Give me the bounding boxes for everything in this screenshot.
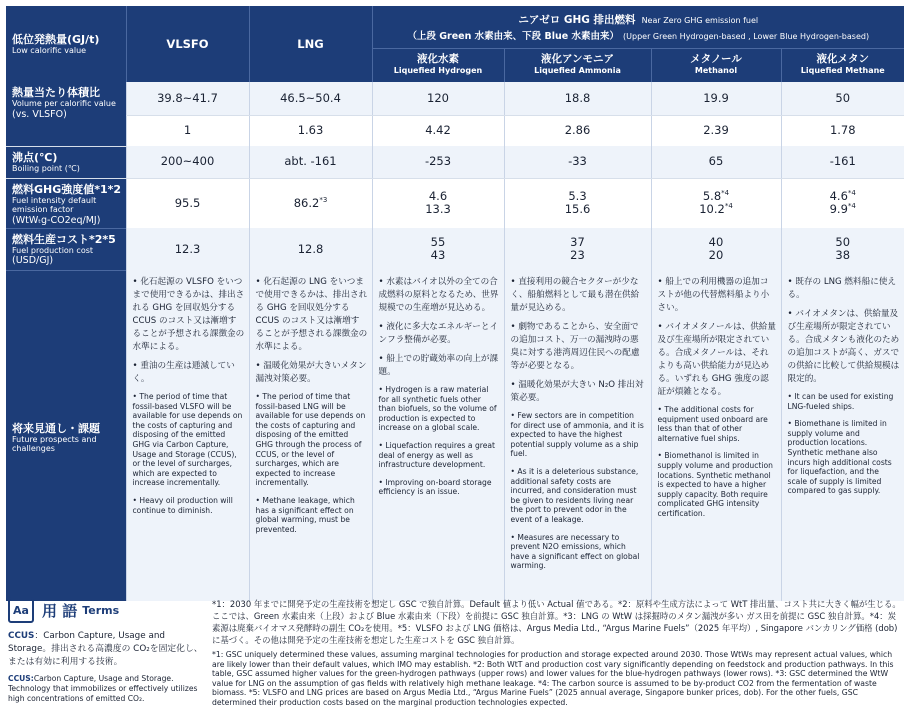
- bullet-en: • Heavy oil production will continue to diminish.: [133, 496, 245, 515]
- term-definition: ：Carbon Capture, Usage and Storage。排出される高濃度の CO₂を固定化し、または有効に利用する技術。: [8, 631, 203, 667]
- row-label-lcv-jp: 低位発熱量(GJ/t): [12, 32, 100, 46]
- bullet-jp: • 温暖化効果が大きい N₂O 排出対策必要。: [511, 379, 647, 405]
- bullet-jp: • 化石起源の VLSFO をいつまで使用できるかは、排出される GHG を回収処分する CCUS のコスト又は漸増することが予想される課徴金の水準による。: [133, 276, 245, 354]
- term-label: CCUS: [8, 631, 35, 641]
- fuel-name-jp: 液化水素: [417, 53, 459, 66]
- fuel-name-en: Liquefied Ammonia: [534, 66, 621, 76]
- row-header-ghg-intensity: [6, 178, 126, 228]
- row-label-jp: 燃料GHG強度値*1*2: [12, 182, 122, 196]
- bullet-en: • Methane leakage, which has a significant effect on global warming, must be prevented.: [256, 496, 368, 534]
- prospects-methane: [781, 270, 904, 601]
- cell-cost-hydrogen: [372, 228, 504, 270]
- row-label-unit: (WtWₜg-CO2eq/MJ): [12, 214, 101, 226]
- near-zero-title-en: Near Zero GHG emission fuel: [641, 15, 759, 25]
- row-label-en: Future prospects and challenges: [12, 434, 97, 454]
- footnotes-en: *1: GSC uniquely determined these values, assuming marginal technologies for production and storage expected around 2030. Those WtWs may represent actual values, which are likely lower than their default values, which IMO may establish. *2: Both WtT and production cost vary significantly depending on feedstock and production pathways. In this table, GSC assumed higher values for the green-hydrogen pathways (upper rows) and lower values for the blue-hydrogen pathways (lower rows). *3: GSC determined the WtW value for LNG on the assumption of gas fields with relatively high methane leakage. *4: The carbon source is assumed to be by-product CO2 from the fermentation of waste biomass. *5: VLSFO and LNG prices are based on Argus Media Ltd., “Argus Marine Fuels” (2025 annual average, Singapore bunker prices, dob). For the other fuels, GSC determined their production costs based on the marginal production technologies expected.: [212, 650, 894, 707]
- prospects-ammonia: [504, 270, 651, 601]
- cost-value-blue: 23: [570, 248, 585, 262]
- fuel-name-en: Methanol: [694, 66, 738, 76]
- cell-ghg-ammonia: [504, 178, 651, 228]
- cell-bp-hydrogen: -253: [372, 146, 504, 178]
- ghg-value-blue: 9.9: [829, 202, 848, 217]
- fuel-name-en: Liquefied Methane: [800, 66, 885, 76]
- terms-title-en: Terms: [82, 603, 120, 617]
- footnote-mark: *4: [724, 202, 733, 211]
- row-label-en: Boiling point (℃): [12, 163, 80, 173]
- cost-value-blue: 43: [430, 248, 446, 262]
- footnote-mark: *3: [319, 195, 328, 204]
- cell-cost-lng: 12.8: [249, 228, 372, 270]
- row-label-en: Fuel intensity default emission factor: [12, 195, 97, 214]
- bullet-jp: • 劇物であることから、安全面での追加コスト、万一の漏洩時の悪臭に対する港湾周辺住民への配慮等が必要となる。: [511, 321, 647, 373]
- bullet-jp: • 化石起源の LNG をいつまで使用できるかは、排出される GHG を回収処分する CCUS のコスト又は漸増することが予想される課徴金の水準による。: [256, 276, 368, 354]
- col-header-methanol: [651, 48, 781, 82]
- row-label-lcv-en: Low calorific value: [12, 45, 87, 55]
- footnotes-jp: *1：2030 年までに開発予定の生産技術を想定し GSC で独自計算。Default 値より低い Actual 値である。*2：原料や生成方法によって WtT 排出量、コスト共に大きく幅が生じる。ここでは、Green 水素由来（上段）および Blue 水素由来（下段）を前提に GSC 独自計算。*3：LNG の WtW は採掘時のメタン漏洩が多い ガス田を前提に GSC 独自計算。*4：炭素源は廃棄バイオマス発酵時の副生 CO₂を使用。*5：VLSFO および LNG 価格は、Argus Media Ltd., “Argus Marine Fuels”（2025 年平均）, Singapore バンカリング価格 (dob) に基づく。その他は開発予定の生産技術を想定した生産コストを GSC 独自計算。: [212, 599, 901, 645]
- cost-value-blue: 38: [835, 248, 851, 262]
- cell-vol-methanol: 2.39: [651, 115, 781, 146]
- row-header-future-prospects: [6, 270, 126, 601]
- prospects-lng: [249, 270, 372, 601]
- ghg-value-green: 4.6: [428, 189, 448, 204]
- row-label-en: Fuel production cost: [12, 245, 94, 255]
- cell-vol-hydrogen: 4.42: [372, 115, 504, 146]
- row-label-unit: (vs. VLSFO): [12, 108, 67, 120]
- cell-cost-ammonia: [504, 228, 651, 270]
- cost-value-green: 37: [570, 235, 585, 249]
- terms-box: [8, 596, 203, 718]
- row-header-boiling-point: [6, 146, 126, 178]
- footnote-mark: *4: [721, 189, 730, 198]
- bullet-en: • Liquefaction requires a great deal of energy as well as infrastructure development.: [379, 441, 500, 470]
- cell-lcv-lng: 46.5~50.4: [249, 82, 372, 115]
- term-label: CCUS:: [8, 674, 34, 683]
- col-header-methane: [781, 48, 904, 82]
- cell-cost-methane: [781, 228, 904, 270]
- cell-bp-methanol: 65: [651, 146, 781, 178]
- dictionary-icon: Aa: [8, 597, 34, 623]
- terms-ccus-jp: [8, 630, 203, 669]
- fuel-name-jp: メタノール: [690, 53, 742, 66]
- cell-ghg-vlsfo: 95.5: [126, 178, 249, 228]
- cell-cost-methanol: [651, 228, 781, 270]
- bullet-en: • Measures are necessary to prevent N2O emissions, which have a significant effect on global warming.: [511, 533, 647, 571]
- row-label-en: Volume per calorific value: [12, 99, 116, 108]
- cell-vol-vlsfo: 1: [126, 115, 249, 146]
- row-label-jp: 燃料生産コスト*2*5: [12, 232, 116, 246]
- bullet-jp: • バイオメタノールは、供給量及び生産場所が限定されている。合成メタノールは、それよりも高い供給能力が見込める。いずれも GHG 強度の認証が煩雑となる。: [658, 321, 777, 399]
- ghg-value-blue: 13.3: [425, 202, 451, 217]
- near-zero-subtitle-en: (Upper Green Hydrogen-based , Lower Blue Hydrogen-based): [623, 31, 870, 41]
- bullet-en: • Biomethanol is limited in supply volume and production locations. Synthetic methanol is expected to have a higher supply capacity. Both require complicated GHG intensity certification.: [658, 451, 777, 518]
- near-zero-subtitle-jp: （上段 Green 水素由来、下段 Blue 水素由来）: [407, 30, 620, 42]
- bullet-en: • It can be used for existing LNG-fueled ships.: [788, 392, 901, 411]
- fuel-comparison-table: [6, 6, 904, 601]
- col-header-vlsfo: VLSFO: [126, 6, 249, 82]
- cell-ghg-lng: [249, 178, 372, 228]
- near-zero-title-jp: ニアゼロ GHG 排出燃料: [518, 13, 636, 26]
- cell-ghg-hydrogen: [372, 178, 504, 228]
- col-header-near-zero: [372, 6, 904, 48]
- cell-bp-vlsfo: 200~400: [126, 146, 249, 178]
- cell-lcv-vlsfo: 39.8~41.7: [126, 82, 249, 115]
- bullet-en: • Improving on-board storage efficiency is an issue.: [379, 478, 500, 497]
- bullet-jp: • バイオメタンは、供給量及び生産場所が限定されている。合成メタンも液化のための追加コストが高く、ガスでの供給に比較して供給規模は限定的。: [788, 308, 901, 386]
- cell-lcv-hydrogen: 120: [372, 82, 504, 115]
- row-header-volume: [6, 82, 126, 146]
- cell-bp-methane: -161: [781, 146, 904, 178]
- bullet-jp: • 既存の LNG 燃料船に使える。: [788, 276, 901, 302]
- row-label-jp: 沸点(℃): [12, 150, 58, 164]
- cell-vol-ammonia: 2.86: [504, 115, 651, 146]
- col-header-hydrogen: [372, 48, 504, 82]
- cost-value-green: 40: [708, 235, 724, 249]
- fuel-name-jp: 液化メタン: [816, 53, 869, 66]
- cell-vol-lng: 1.63: [249, 115, 372, 146]
- footnote-mark: *4: [847, 202, 856, 211]
- terms-title-jp: 用 語: [42, 601, 78, 620]
- cell-lcv-methane: 50: [781, 82, 904, 115]
- bullet-en: • Few sectors are in competition for direct use of ammonia, and it is expected to have the highest potential supply volume as a ship fuel.: [511, 411, 647, 459]
- ghg-value-green: 5.8: [702, 189, 722, 204]
- cell-lcv-ammonia: 18.8: [504, 82, 651, 115]
- cost-value-green: 55: [430, 235, 446, 249]
- bullet-en: • The period of time that fossil-based VLSFO will be available for use depends on the costs of capturing and disposing of the emitted GHG via Carbon Capture, Usage and Storage (CCUS), or the level of surcharges, which are expected to increase incrementally.: [133, 392, 245, 488]
- bullet-en: • The additional costs for equipment used onboard are less than that of other alternative fuel ships.: [658, 405, 777, 443]
- bullet-jp: • 重油の生産は逓減していく。: [133, 360, 245, 386]
- bullet-en: • As it is a deleterious substance, additional safety costs are incurred, and consideration must be given to residents living near the port to prevent odor in the event of a leakage.: [511, 467, 647, 525]
- bullet-jp: • 直接利用の競合セクターが少なく、船舶燃料として最も潜在供給量が見込める。: [511, 276, 647, 315]
- row-header-production-cost: [6, 228, 126, 270]
- cost-value-green: 50: [835, 235, 851, 249]
- row-label-jp: 熱量当たり体積比: [12, 86, 100, 99]
- prospects-vlsfo: [126, 270, 249, 601]
- fuel-name-jp: 液化アンモニア: [540, 53, 615, 66]
- cost-value-blue: 20: [708, 248, 724, 262]
- bullet-jp: • 船上での利用機器の追加コストが他の代替燃料船より小さい。: [658, 276, 777, 315]
- cell-vol-methane: 1.78: [781, 115, 904, 146]
- cell-bp-lng: abt. -161: [249, 146, 372, 178]
- term-definition: Carbon Capture, Usage and Storage. Technology that immobilizes or effectively utilizes high concentrations of emitted CO₂.: [8, 674, 198, 703]
- row-header-lcv: [6, 6, 126, 82]
- ghg-value: 86.2: [293, 195, 320, 210]
- ghg-value-green: 4.6: [829, 189, 848, 204]
- bullet-jp: • 水素はバイオ以外の全ての合成燃料の原料となるため、世界規模での生産増が見込める。: [379, 276, 500, 315]
- bullet-jp: • 液化に多大なエネルギーとインフラ整備が必要。: [379, 321, 500, 347]
- prospects-methanol: [651, 270, 781, 601]
- col-header-lng: LNG: [249, 6, 372, 82]
- bullet-en: • The period of time that fossil-based LNG will be available for use depends on the costs of capturing and disposing of the emitted GHG through the process of CCUS, or the level of surcharges, which are expected to increase incrementally.: [256, 392, 368, 488]
- row-label-jp: 将来見通し・課題: [12, 421, 100, 435]
- bullet-en: • Biomethane is limited in supply volume and production locations. Synthetic methane also incurs high additional costs for liquefaction, and the scale of supply is limited compared to gas supply.: [788, 419, 901, 496]
- terms-title-row: [8, 596, 203, 624]
- cell-bp-ammonia: -33: [504, 146, 651, 178]
- ghg-value-green: 5.3: [568, 189, 587, 204]
- ghg-value-blue: 15.6: [564, 202, 591, 217]
- ghg-value-blue: 10.2: [699, 202, 725, 217]
- cell-cost-vlsfo: 12.3: [126, 228, 249, 270]
- cell-lcv-methanol: 19.9: [651, 82, 781, 115]
- bullet-jp: • 温暖化効果が大きいメタン漏洩対策必要。: [256, 360, 368, 386]
- bullet-en: • Hydrogen is a raw material for all synthetic fuels other than biofuels, so the volume of production is expected to increase on a global scale.: [379, 385, 500, 433]
- cell-ghg-methanol: [651, 178, 781, 228]
- terms-ccus-en: [8, 674, 203, 704]
- bullet-jp: • 船上での貯蔵効率の向上が課題。: [379, 353, 500, 379]
- prospects-hydrogen: [372, 270, 504, 601]
- row-label-unit: (USD/GJ): [12, 255, 54, 266]
- cell-ghg-methane: [781, 178, 904, 228]
- col-header-ammonia: [504, 48, 651, 82]
- fuel-name-en: Liquefied Hydrogen: [393, 66, 483, 76]
- footnotes: [212, 598, 904, 708]
- footnote-mark: *4: [847, 189, 856, 198]
